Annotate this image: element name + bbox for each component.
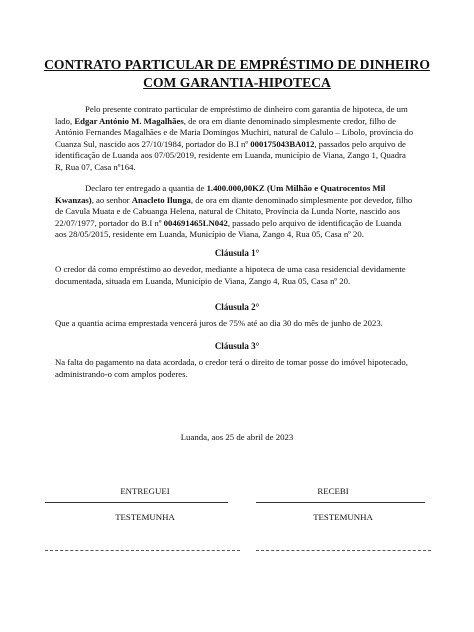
- clause-3-heading: Cláusula 3°: [214, 341, 260, 351]
- signature-line-right: [256, 502, 425, 503]
- witness-label-left: TESTEMUNHA: [115, 512, 175, 522]
- clause-1-heading: Cláusula 1°: [214, 248, 260, 258]
- clause-3-text: Na falta do pagamento na data acordada, o credor terá o direito de tomar posse do imóvel hipotecado, administrando-o com amplos poderes.: [55, 357, 408, 379]
- declaration-text-2: , ao senhor: [91, 194, 132, 205]
- debtor-name: Anacleto Ilunga: [131, 194, 191, 205]
- title-line-1: CONTRATO PARTICULAR DE EMPRÉSTIMO DE DINHEIRO: [44, 57, 430, 72]
- creditor-id: 000175043BA012: [250, 138, 315, 149]
- intro-text-2: , de ora em diante denominado simplesmente credor, filho de António Fernandes Magalhães e de Maria Domingos Muchiri, natural de Calulo – Libolo, província do Cuanza Sul, nascido aos 27/10/1984, portador do B.I nº: [55, 115, 414, 149]
- declaration-text-3: , de ora em diante denominado simplesmente por devedor, filho de Cavula Muata e de Cabuanga Helena, natural de Chitato, Província da Lunda Norte, nascido aos 22/07/1977, portador do B.I nº: [55, 194, 413, 228]
- clause-2-heading: Cláusula 2°: [214, 302, 260, 312]
- intro-text-3: , passados pelo arquivo de identificação de Luanda aos 07/05/2019, residente em Luanda, município de Viana, Zango 1, Quadra R, Rua 07, Casa nº164.: [55, 138, 406, 172]
- signature-line-left: [45, 502, 228, 503]
- title-line-2: COM GARANTIA-HIPOTECA: [143, 75, 331, 90]
- witness-label-right: TESTEMUNHA: [313, 512, 373, 522]
- declaration-paragraph: [55, 183, 415, 241]
- declaration-text-4: , passado pelo arquivo de identificação de Luanda aos 28/05/2015, residente em Luanda, Município de Viana, Zango 4, Rua 05, Casa nº 20.: [55, 217, 402, 240]
- intro-text-1: Pelo presente contrato particular de empréstimo de dinheiro com garantia de hipoteca, de um lado,: [55, 104, 408, 126]
- document-title: [40, 56, 434, 92]
- loan-amount: 1.400.000,00KZ (Um Milhão e Quatrocentos Mil Kwanzas): [55, 183, 386, 205]
- creditor-name: Edgar António M. Magalhães: [74, 115, 184, 126]
- clause-2-text: Que a quantia acima emprestada vencerá juros de 75% até ao dia 30 do mês de junho de 2023.: [55, 318, 383, 328]
- intro-paragraph: [55, 104, 415, 174]
- debtor-id: 004691465LN042: [163, 217, 228, 228]
- signature-label-received: RECEBI: [317, 486, 349, 496]
- declaration-text-1: Declaro ter entregado a quantia de: [85, 183, 207, 193]
- clause-1-text: O credor dá como empréstimo ao devedor, mediante a hipoteca de uma casa residencial devidamente documentada, situada em Luanda, Município de Viana, Zango 4, Rua 05, Casa nº 20.: [55, 264, 406, 286]
- signature-label-delivered: ENTREGUEI: [120, 486, 170, 496]
- witness-line-left: [45, 550, 240, 551]
- place-and-date: Luanda, aos 25 de abril de 2023: [180, 432, 294, 442]
- witness-line-right: [256, 550, 431, 551]
